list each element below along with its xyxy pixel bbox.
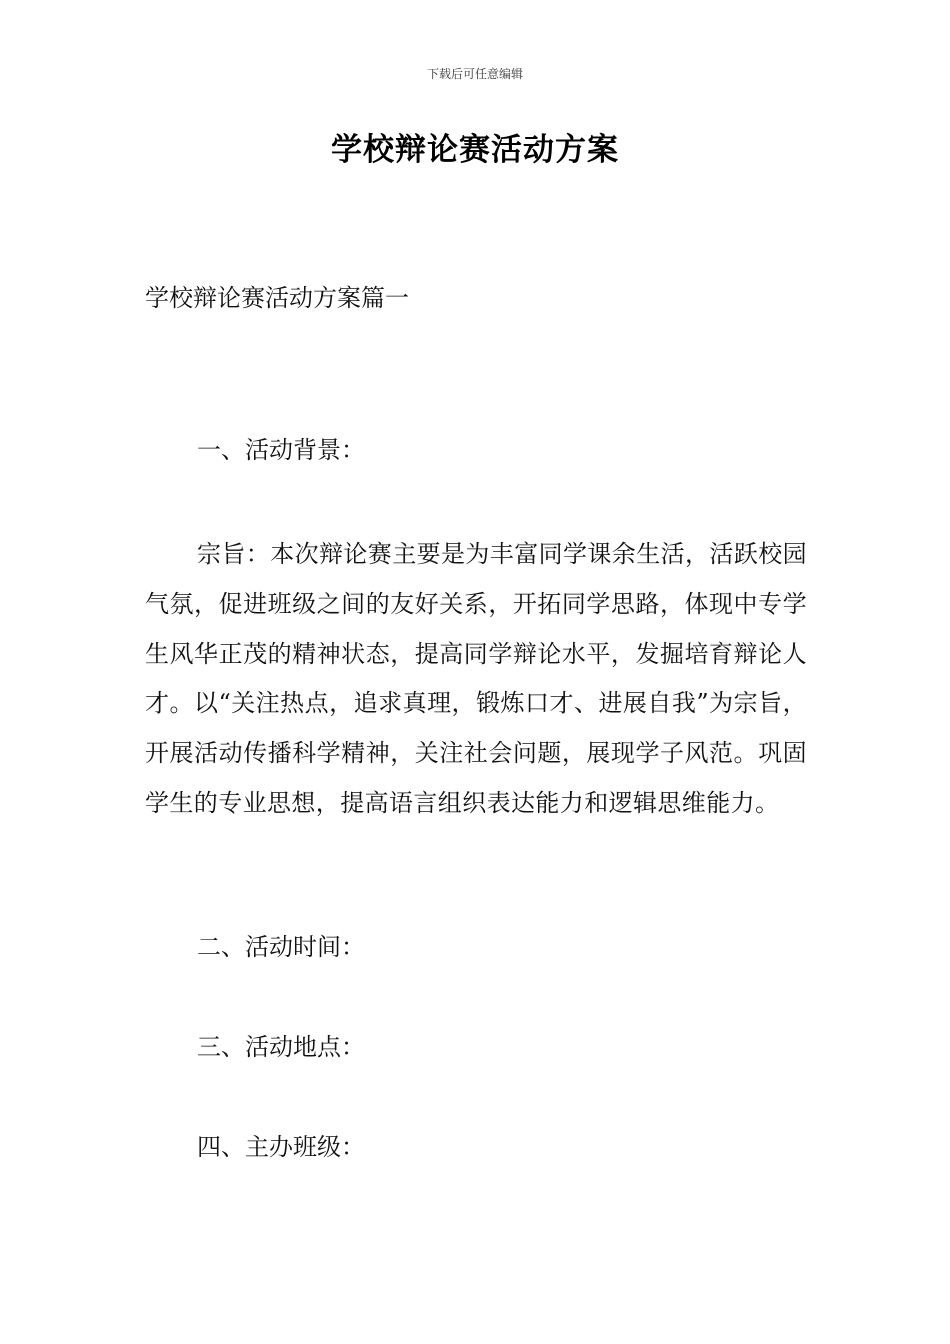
section-heading-background: 一、活动背景： [197,436,365,464]
section-heading-location: 三、活动地点： [197,1033,365,1061]
document-title: 学校辩论赛活动方案 [331,132,619,168]
section-heading-time: 二、活动时间： [197,933,365,961]
header-note: 下载后可任意编辑 [426,67,523,81]
section-heading-organizer: 四、主办班级： [197,1133,365,1161]
document-subtitle: 学校辩论赛活动方案篇一 [145,284,409,312]
purpose-paragraph: 宗旨：本次辩论赛主要是为丰富同学课余生活，活跃校园气氛，促进班级之间的友好关系，开拓同学思路，体现中专学生风华正茂的精神状态，提高同学辩论水平，发掘培育辩论人才。以“关注热点，追求真理，锻炼口才、进展自我”为宗旨，开展活动传播科学精神，关注社会问题，展现学子风范。巩固学生的专业思想，提高语言组织表达能力和逻辑思维能力。 [145,540,807,817]
